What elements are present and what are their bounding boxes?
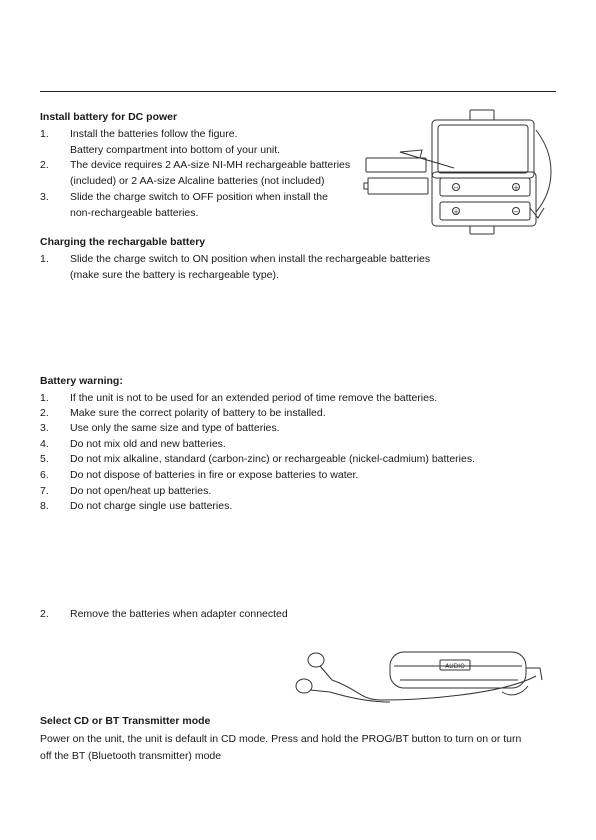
install-item-1-line-1: Install the batteries follow the figure. bbox=[70, 128, 238, 140]
battery-minus-sign-1: − bbox=[453, 184, 459, 192]
charging-item-1-line-1: Slide the charge switch to ON position when install the rechargeable batteries bbox=[70, 253, 431, 265]
charging-item-1-num: 1. bbox=[40, 253, 49, 265]
warning-item-2-num: 2. bbox=[40, 407, 49, 419]
warning-item-4-num: 4. bbox=[40, 438, 49, 450]
warning-item-3-num: 3. bbox=[40, 422, 49, 434]
battery-terminal-icons bbox=[453, 184, 520, 215]
install-item-1-line-2: Battery compartment into bottom of your unit. bbox=[70, 144, 281, 156]
cd-player-earphones-figure bbox=[290, 640, 560, 710]
battery-plus-sign-2: + bbox=[513, 184, 519, 192]
charging-item-1-line-2: (make sure the battery is rechargeable type). bbox=[70, 269, 279, 281]
install-item-3-num: 3. bbox=[40, 191, 49, 203]
warning-item-5-num: 5. bbox=[40, 453, 49, 465]
install-item-2-line-2: (included) or 2 AA-size Alcaline batteries (not included) bbox=[70, 175, 325, 187]
warning-item-7-num: 7. bbox=[40, 485, 49, 497]
charging-item-2-text: Remove the batteries when adapter connected bbox=[70, 608, 288, 620]
install-item-3-line-1: Slide the charge switch to OFF position when install the bbox=[70, 191, 328, 203]
header-rule bbox=[40, 91, 556, 92]
warning-item-6-text: Do not dispose of batteries in fire or expose batteries to water. bbox=[70, 469, 359, 481]
warning-item-7-text: Do not open/heat up batteries. bbox=[70, 485, 212, 497]
cd-player-label: AUDIO bbox=[445, 663, 465, 670]
mode-line-2: off the BT (Bluetooth transmitter) mode bbox=[40, 750, 222, 762]
mode-line-1: Power on the unit, the unit is default in CD mode. Press and hold the PROG/BT button to turn on or turn bbox=[40, 733, 522, 745]
charging-item-2-num: 2. bbox=[40, 608, 49, 620]
mode-heading: Select CD or BT Transmitter mode bbox=[40, 715, 211, 727]
warning-item-4-text: Do not mix old and new batteries. bbox=[70, 438, 226, 450]
warning-item-1-text: If the unit is not to be used for an extended period of time remove the batteries. bbox=[70, 392, 438, 404]
battery-plus-sign-3: + bbox=[453, 208, 459, 216]
charging-heading: Charging the rechargable battery bbox=[40, 236, 206, 248]
warning-item-5-text: Do not mix alkaline, standard (carbon-zinc) or rechargeable (nickel-cadmium) batteries. bbox=[70, 453, 476, 465]
install-item-3-line-2: non-rechargeable batteries. bbox=[70, 207, 199, 219]
warning-heading: Battery warning: bbox=[40, 375, 123, 387]
install-item-2-line-1: The device requires 2 AA-size NI-MH rechargeable batteries bbox=[70, 159, 351, 171]
warning-item-1-num: 1. bbox=[40, 392, 49, 404]
install-item-2-num: 2. bbox=[40, 159, 49, 171]
warning-item-8-text: Do not charge single use batteries. bbox=[70, 500, 233, 512]
warning-item-6-num: 6. bbox=[40, 469, 49, 481]
warning-item-8-num: 8. bbox=[40, 500, 49, 512]
warning-item-3-text: Use only the same size and type of batteries. bbox=[70, 422, 280, 434]
warning-item-2-text: Make sure the correct polarity of battery to be installed. bbox=[70, 407, 326, 419]
install-heading: Install battery for DC power bbox=[40, 111, 178, 123]
battery-minus-sign-4: − bbox=[513, 208, 519, 216]
battery-compartment-figure bbox=[360, 108, 560, 238]
install-item-1-num: 1. bbox=[40, 128, 49, 140]
